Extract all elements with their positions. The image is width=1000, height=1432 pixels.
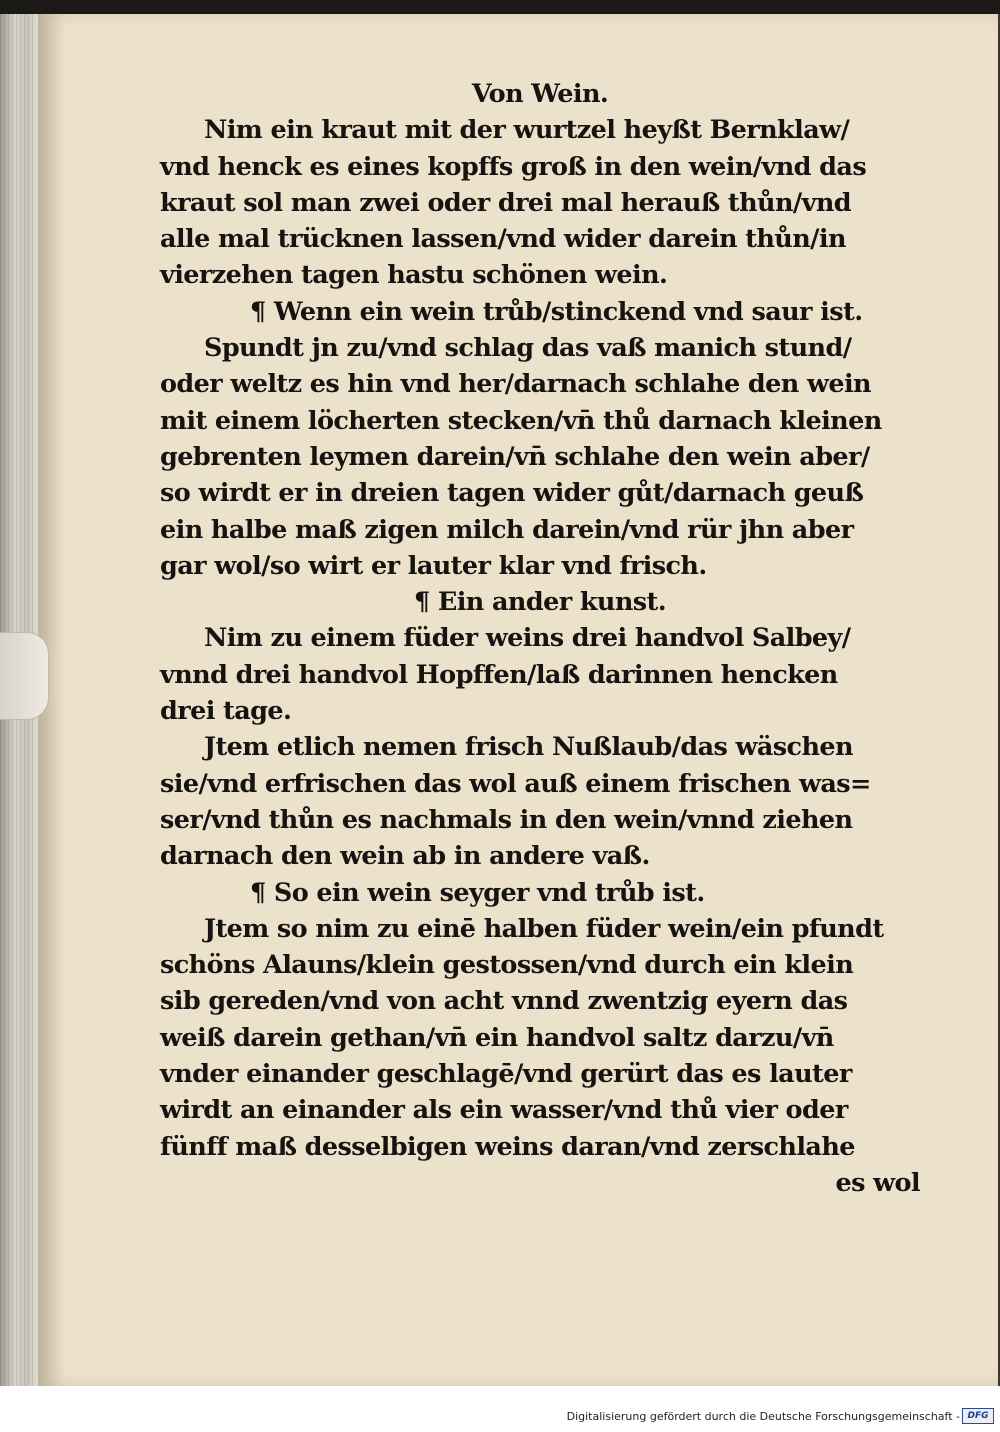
text-line: gebrenten leymen darein/vn̄ schlahe den wein aber/: [160, 441, 870, 472]
text-line: Nim zu einem füder weins drei handvol Salbey/: [204, 623, 851, 654]
text-line: Jtem etlich nemen frisch Nußlaub/das wäschen: [204, 732, 853, 763]
text-line: weiß darein gethan/vn̄ ein handvol saltz darzu/vn̄: [160, 1022, 834, 1053]
text-line: sib gereden/vnd von acht vnnd zwentzig eyern das: [160, 986, 848, 1017]
text-line: vierzehen tagen hastu schönen wein.: [160, 260, 668, 291]
page-title: Von Wein.: [471, 79, 609, 109]
text-line: darnach den wein ab in andere vaß.: [160, 841, 650, 872]
funding-notice: Digitalisierung gefördert durch die Deutsche Forschungsgemeinschaft -: [566, 1410, 960, 1423]
text-line: fünff maß desselbigen weins daran/vnd zerschlahe: [160, 1131, 855, 1162]
text-line: alle mal trücknen lassen/vnd wider darein thůn/in: [160, 224, 846, 255]
text-line: vnd henck es eines kopffs groß in den wein/vnd das: [160, 151, 867, 182]
text-line: drei tage.: [160, 696, 292, 727]
page-clip-tab: [0, 632, 49, 720]
text-line: gar wol/so wirt er lauter klar vnd frisch.: [160, 550, 707, 581]
catchword: es wol: [835, 1167, 920, 1198]
section-heading: ¶ Wenn ein wein trůb/stinckend vnd saur ist.: [250, 296, 863, 327]
text-line: Spundt jn zu/vnd schlag das vaß manich stund/: [204, 333, 852, 364]
section-heading: ¶ Ein ander kunst.: [413, 587, 667, 618]
page-text-block: [160, 76, 920, 1201]
text-line: schöns Alauns/klein gestossen/vnd durch ein klein: [160, 950, 854, 981]
text-line: oder weltz es hin vnd her/darnach schlahe den wein: [160, 369, 871, 400]
text-line: mit einem löcherten stecken/vn̄ thů darnach kleinen: [160, 405, 882, 436]
footer-bar: [0, 1386, 1000, 1432]
text-line: Jtem so nim zu einē halben füder wein/ein pfundt: [204, 913, 884, 944]
text-line: vnnd drei handvol Hopffen/laß darinnen hencken: [160, 659, 838, 690]
text-line: kraut sol man zwei oder drei mal herauß thůn/vnd: [160, 187, 852, 218]
text-line: wirdt an einander als ein wasser/vnd thů vier oder: [160, 1095, 848, 1126]
text-line: so wirdt er in dreien tagen wider gůt/darnach geuß: [160, 478, 864, 509]
text-line: ein halbe maß zigen milch darein/vnd rür jhn aber: [160, 514, 854, 545]
top-border-strip: [0, 0, 1000, 14]
section-heading: ¶ So ein wein seyger vnd trůb ist.: [250, 877, 705, 908]
text-line: sie/vnd erfrischen das wol auß einem frischen was=: [160, 768, 871, 799]
text-line: ser/vnd thůn es nachmals in den wein/vnnd ziehen: [160, 804, 853, 835]
text-line: Nim ein kraut mit der wurtzel heyßt Bernklaw/: [204, 115, 850, 146]
dfg-logo: DFG: [962, 1408, 994, 1424]
text-line: vnder einander geschlagē/vnd gerürt das es lauter: [160, 1059, 852, 1090]
